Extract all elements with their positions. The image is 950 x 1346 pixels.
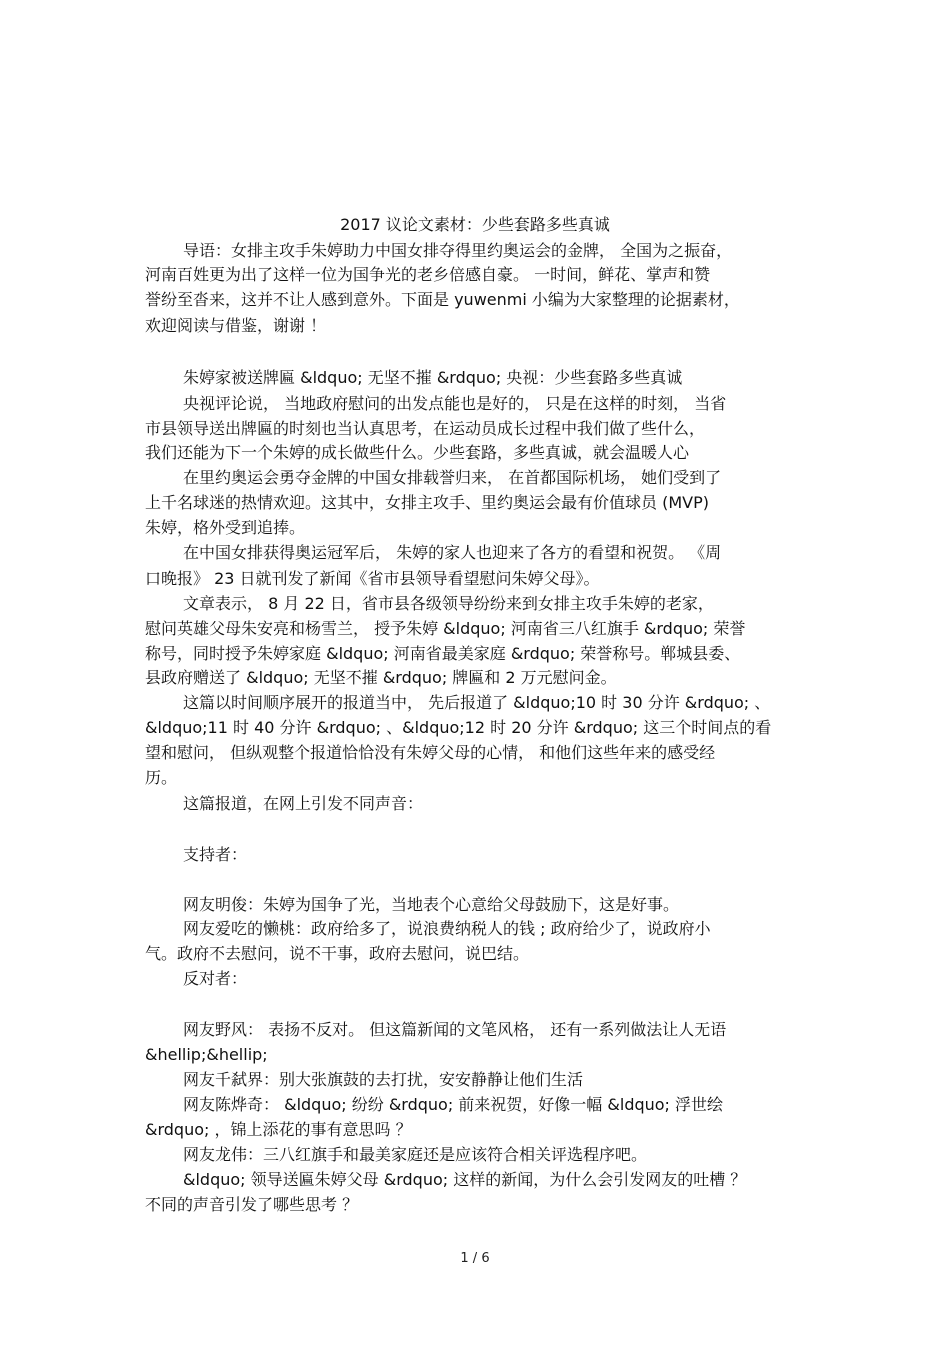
text-line: 气。政府不去慰问，说不干事，政府去慰问，说巴结。 (145, 944, 530, 963)
document-title: 2017 议论文素材：少些套路多些真诚 (340, 215, 610, 234)
text-line: 县政府赠送了 &ldquo; 无坚不摧 &rdquo; 牌匾和 2 万元慰问金。 (145, 668, 617, 687)
text-line: 河南百姓更为出了这样一位为国争光的老乡倍感自豪。 一时间，鲜花、掌声和赞 (145, 265, 711, 284)
text-line: 上千名球迷的热情欢迎。这其中，女排主攻手、里约奥运会最有价值球员 (MVP) (145, 493, 709, 512)
text-line: &ldquo; 领导送匾朱婷父母 &rdquo; 这样的新闻，为什么会引发网友的吐槽 ？ (183, 1170, 747, 1189)
text-line: &hellip;&hellip; (145, 1045, 268, 1064)
text-line: 这篇报道，在网上引发不同声音： (183, 794, 424, 813)
text-line: 网友爱吃的懒桃：政府给多了，说浪费纳税人的钱 ; 政府给少了，说政府小 (183, 919, 711, 938)
text-line: 口晚报》 23 日就刊发了新闻《省市县领导看望慰问朱婷父母》。 (145, 569, 600, 588)
text-line: 反对者： (183, 969, 248, 988)
page-number: 1 / 6 (460, 1251, 490, 1266)
text-line: 称号，同时授予朱婷家庭 &ldquo; 河南省最美家庭 &rdquo; 荣誉称号。郸城县委、 (145, 644, 741, 663)
text-line: 在中国女排获得奥运冠军后， 朱婷的家人也迎来了各方的看望和祝贺。 《周 (183, 543, 722, 562)
text-line: 历。 (145, 768, 178, 787)
text-line: 我们还能为下一个朱婷的成长做些什么。少些套路，多些真诚，就会温暖人心 (145, 443, 690, 462)
text-line: 网友千弑界：别大张旗鼓的去打扰，安安静静让他们生活 (183, 1070, 584, 1089)
text-line: 不同的声音引发了哪些思考 ？ (145, 1195, 359, 1214)
text-line: 网友陈烨奇： &ldquo; 纷纷 &rdquo; 前来祝贺，好像一幅 &ldquo; 浮世绘 (183, 1095, 724, 1114)
text-line: &ldquo;11 时 40 分许 &rdquo; 、&ldquo;12 时 20 分许 &rdquo; 这三个时间点的看 (145, 718, 772, 737)
text-line: 导语：女排主攻手朱婷助力中国女排夺得里约奥运会的金牌， 全国为之振奋， (183, 241, 733, 260)
text-line: 这篇以时间顺序展开的报道当中， 先后报道了 &ldquo;10 时 30 分许 &rdquo; 、 (183, 693, 771, 712)
text-line: 慰问英雄父母朱安亮和杨雪兰， 授予朱婷 &ldquo; 河南省三八红旗手 &rdquo; 荣誉 (145, 619, 746, 638)
text-line: 文章表示， 8 月 22 日，省市县各级领导纷纷来到女排主攻手朱婷的老家， (183, 594, 714, 613)
text-line: 欢迎阅读与借鉴，谢谢 ！ (145, 316, 327, 335)
text-line: 誉纷至沓来，这并不让人感到意外。下面是 yuwenmi 小编为大家整理的论据素材， (145, 290, 740, 309)
text-line: 望和慰问， 但纵观整个报道恰恰没有朱婷父母的心情， 和他们这些年来的感受经 (145, 743, 716, 762)
text-line: 央视评论说， 当地政府慰问的出发点能也是好的， 只是在这样的时刻， 当省 (183, 394, 727, 413)
text-line: 网友野风： 表扬不反对。 但这篇新闻的文笔风格， 还有一系列做法让人无语 (183, 1020, 727, 1039)
text-line: 网友明俊：朱婷为国争了光，当地表个心意给父母鼓励下，这是好事。 (183, 895, 680, 914)
text-line: 在里约奥运会勇夺金牌的中国女排载誉归来， 在首都国际机场， 她们受到了 (183, 468, 722, 487)
text-line: 市县领导送出牌匾的时刻也当认真思考，在运动员成长过程中我们做了些什么， (145, 419, 706, 438)
text-line: 朱婷家被送牌匾 &ldquo; 无坚不摧 &rdquo; 央视：少些套路多些真诚 (183, 368, 683, 387)
text-line: 支持者： (183, 845, 248, 864)
text-line: 朱婷，格外受到追捧。 (145, 518, 306, 537)
text-line: &rdquo; ，锦上添花的事有意思吗 ？ (145, 1120, 412, 1139)
text-line: 网友龙伟：三八红旗手和最美家庭还是应该符合相关评选程序吧。 (183, 1145, 648, 1164)
